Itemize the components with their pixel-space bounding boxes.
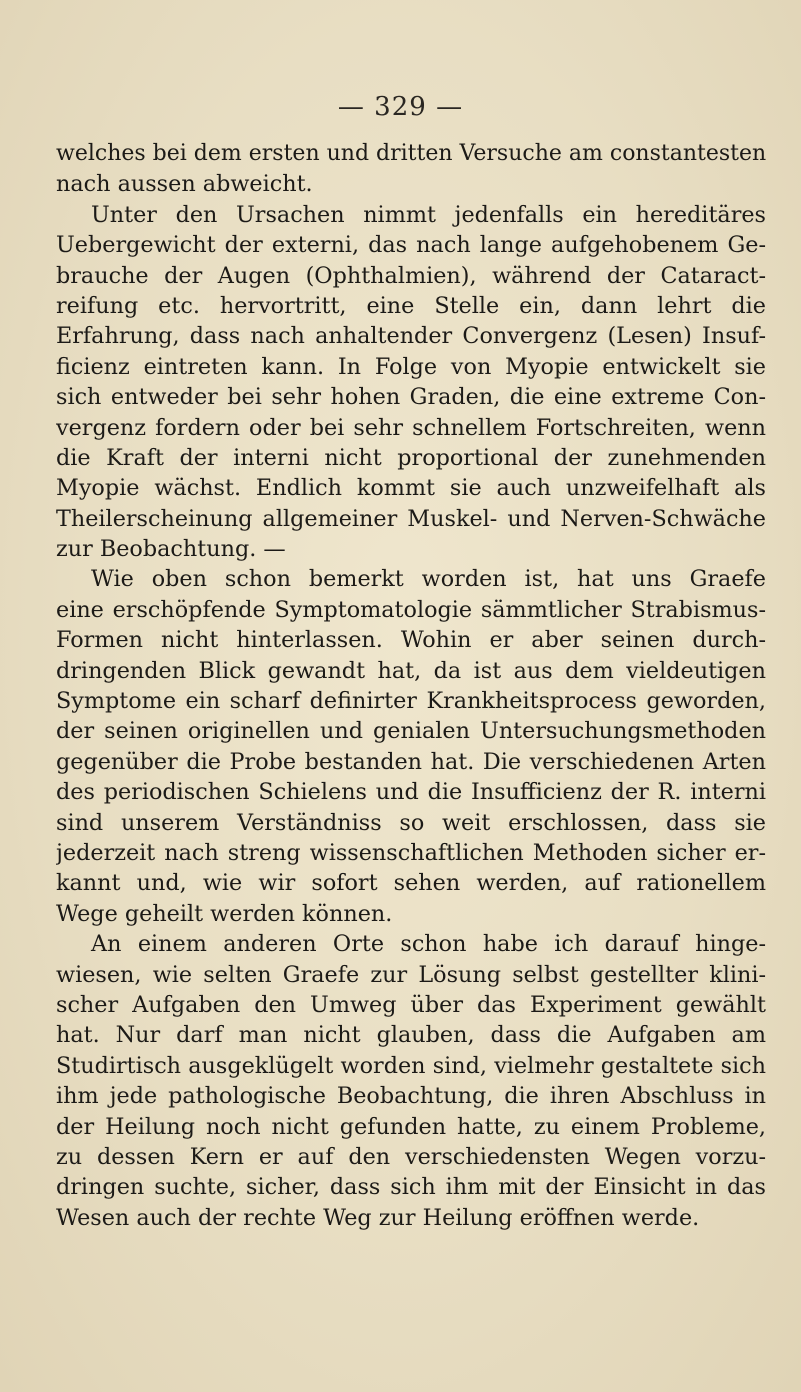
text-line: des periodischen Schielens und die Insufficienz der R. interni	[56, 779, 766, 806]
text-line: welches bei dem ersten und dritten Versuche am constantesten	[56, 141, 766, 166]
text-line: scher Aufgaben den Umweg über das Experiment gewählt	[56, 991, 766, 1018]
text-line: sind unserem Verständniss so weit erschlossen, dass sie	[56, 809, 766, 836]
text-line: dringenden Blick gewandt hat, da ist aus dem vieldeutigen	[56, 657, 766, 684]
text-line: Myopie wächst. Endlich kommt sie auch unzweifelhaft als	[56, 475, 766, 502]
text-line: Unter den Ursachen nimmt jedenfalls ein hereditäres	[91, 201, 766, 228]
text-line: der Heilung noch nicht gefunden hatte, zu einem Probleme,	[56, 1113, 766, 1140]
text-line: Wege geheilt werden können.	[56, 900, 393, 927]
text-line: Formen nicht hinterlassen. Wohin er aber seinen durch-	[56, 627, 766, 654]
text-line: kannt und, wie wir sofort sehen werden, auf rationellem	[56, 870, 766, 897]
text-line: der seinen originellen und genialen Untersuchungsmethoden	[56, 718, 766, 745]
text-line: Uebergewicht der externi, das nach lange aufgehobenem Ge-	[56, 232, 766, 259]
text-line: gegenüber die Probe bestanden hat. Die verschiedenen Arten	[56, 748, 766, 775]
text-line: zur Beobachtung. —	[56, 536, 286, 563]
text-line: reifung etc. hervortritt, eine Stelle ein, dann lehrt die	[56, 292, 766, 319]
text-line: Wesen auch der rechte Weg zur Heilung eröffnen werde.	[56, 1204, 700, 1231]
text-line: Wie oben schon bemerkt worden ist, hat uns Graefe	[91, 566, 766, 593]
text-line: Erfahrung, dass nach anhaltender Convergenz (Lesen) Insuf-	[56, 323, 766, 350]
text-line: vergenz fordern oder bei sehr schnellem Fortschreiten, wenn	[56, 414, 766, 441]
text-line: wiesen, wie selten Graefe zur Lösung selbst gestellter klini-	[56, 961, 766, 988]
text-line: jederzeit nach streng wissenschaftlichen Methoden sicher er-	[56, 839, 766, 866]
text-line: eine erschöpfende Symptomatologie sämmtlicher Strabismus-	[56, 596, 766, 623]
text-line: Symptome ein scharf definirter Krankheitsprocess geworden,	[56, 688, 766, 715]
text-line: die Kraft der interni nicht proportional der zunehmenden	[56, 444, 766, 471]
text-line: ficienz eintreten kann. In Folge von Myopie entwickelt sie	[56, 353, 766, 380]
text-body	[56, 139, 766, 1233]
text-line: brauche der Augen (Ophthalmien), während der Cataract-	[56, 262, 766, 289]
page-number: — 329 —	[337, 92, 464, 122]
text-line: An einem anderen Orte schon habe ich darauf hinge-	[91, 931, 766, 958]
text-line: dringen suchte, sicher, dass sich ihm mit der Einsicht in das	[56, 1174, 766, 1201]
text-line: hat. Nur darf man nicht glauben, dass die Aufgaben am	[56, 1022, 766, 1049]
text-line: sich entweder bei sehr hohen Graden, die eine extreme Con-	[56, 384, 766, 411]
text-line: ihm jede pathologische Beobachtung, die ihren Abschluss in	[56, 1083, 766, 1110]
text-line: Theilerscheinung allgemeiner Muskel- und Nerven-Schwäche	[56, 505, 766, 532]
text-line: zu dessen Kern er auf den verschiedensten Wegen vorzu-	[56, 1143, 766, 1170]
text-line: Studirtisch ausgeklügelt worden sind, vielmehr gestaltete sich	[56, 1052, 766, 1079]
text-line: nach aussen abweicht.	[56, 171, 313, 198]
